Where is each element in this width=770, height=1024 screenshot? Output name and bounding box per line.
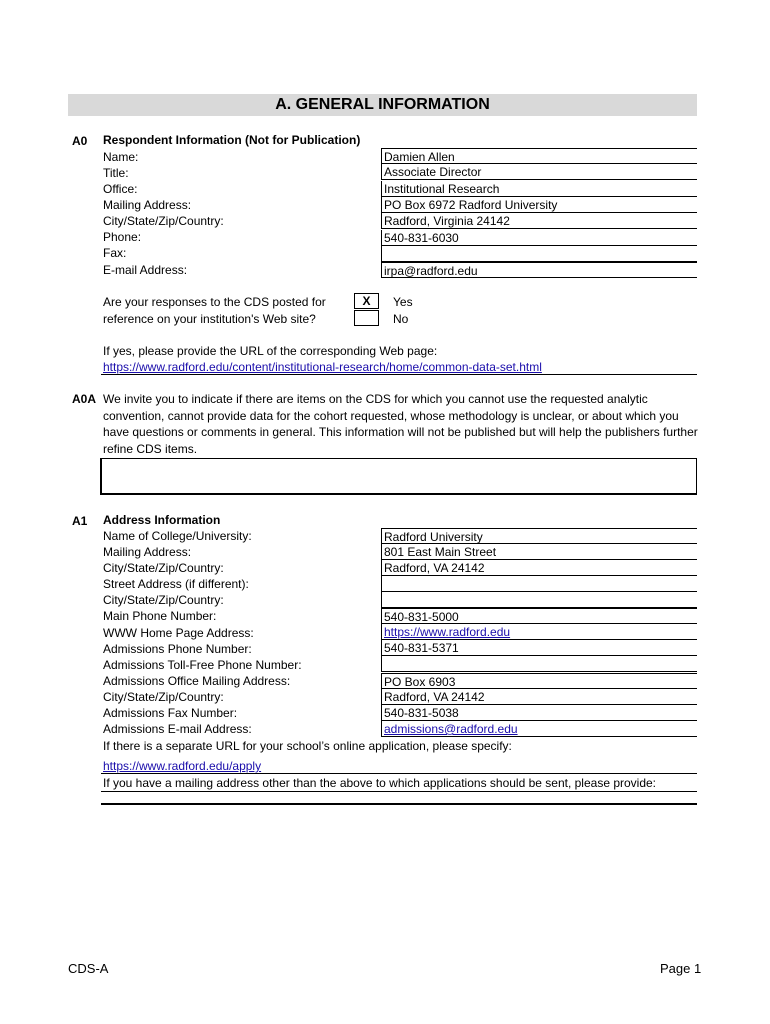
online-app-link[interactable]: https://www.radford.edu/apply: [103, 759, 262, 773]
street-address-label: Street Address (if different):: [103, 577, 249, 591]
section-title: A. GENERAL INFORMATION: [68, 94, 697, 116]
homepage-link[interactable]: https://www.radford.edu: [384, 625, 511, 639]
city-state-field[interactable]: Radford, Virginia 24142: [381, 213, 697, 229]
section-code-a1: A1: [72, 514, 88, 528]
admissions-mailing-label: Admissions Office Mailing Address:: [103, 674, 291, 688]
office-field[interactable]: Institutional Research: [381, 181, 697, 197]
yes-label: Yes: [393, 295, 413, 309]
main-phone-field[interactable]: 540-831-5000: [381, 608, 697, 624]
section-code-a0: A0: [72, 134, 88, 148]
college-name-label: Name of College/University:: [103, 529, 252, 543]
admissions-fax-field[interactable]: 540-831-5038: [381, 705, 697, 721]
admissions-phone-label: Admissions Phone Number:: [103, 642, 252, 656]
comments-field[interactable]: [100, 458, 697, 495]
title-label: Title:: [103, 166, 129, 180]
city-state-label: City/State/Zip/Country:: [103, 214, 224, 228]
toll-free-label: Admissions Toll-Free Phone Number:: [103, 658, 302, 672]
email-field[interactable]: irpa@radford.edu: [381, 262, 697, 278]
homepage-label: WWW Home Page Address:: [103, 626, 254, 640]
a1-mailing-address-label: Mailing Address:: [103, 545, 192, 559]
web-question-line1: Are your responses to the CDS posted for: [103, 295, 326, 309]
street-address-field[interactable]: [381, 576, 697, 592]
admissions-email-link[interactable]: admissions@radford.edu: [384, 722, 518, 736]
street-city-state-field[interactable]: [381, 592, 697, 608]
address-heading: Address Information: [103, 513, 221, 527]
no-checkbox[interactable]: [354, 310, 379, 326]
footer-form-id: CDS-A: [68, 961, 109, 976]
yes-checkbox[interactable]: X: [354, 293, 379, 309]
main-phone-label: Main Phone Number:: [103, 609, 217, 623]
email-label: E-mail Address:: [103, 263, 188, 277]
respondent-heading: Respondent Information (Not for Publication): [103, 133, 361, 147]
url-prompt: If yes, please provide the URL of the corresponding Web page:: [103, 344, 438, 358]
street-city-state-label: City/State/Zip/Country:: [103, 593, 224, 607]
admissions-city-state-field[interactable]: Radford, VA 24142: [381, 689, 697, 705]
footer-page-number: Page 1: [660, 961, 702, 976]
other-mailing-field[interactable]: [103, 789, 697, 803]
a1-city-state-label: City/State/Zip/Country:: [103, 561, 224, 575]
mailing-address-label: Mailing Address:: [103, 198, 192, 212]
online-app-divider: [101, 773, 697, 774]
fax-field[interactable]: [381, 246, 697, 262]
other-mailing-prompt: If you have a mailing address other than the above to which applications should be sent, please provide:: [103, 776, 657, 790]
admissions-fax-label: Admissions Fax Number:: [103, 706, 238, 720]
mailing-address-field[interactable]: PO Box 6972 Radford University: [381, 197, 697, 213]
phone-label: Phone:: [103, 230, 142, 244]
cds-url-link[interactable]: https://www.radford.edu/content/institutional-research/home/common-data-set.html: [103, 360, 542, 374]
name-label: Name:: [103, 150, 139, 164]
a0a-invitation-text: We invite you to indicate if there are items on the CDS for which you cannot use the requested analytic convention, cannot provide data for the cohort requested, whose methodology is unclear, or about which you have questions or comments in general. This information will not be published but will help the publishers further refine CDS items.: [103, 392, 698, 456]
toll-free-field[interactable]: [381, 656, 697, 672]
a1-city-state-field[interactable]: Radford, VA 24142: [381, 560, 697, 576]
online-app-prompt: If there is a separate URL for your school’s online application, please specify:: [103, 739, 512, 753]
section-code-a0a: A0A: [72, 392, 97, 406]
phone-field[interactable]: 540-831-6030: [381, 230, 697, 246]
name-field[interactable]: Damien Allen: [381, 148, 697, 164]
admissions-phone-field[interactable]: 540-831-5371: [381, 640, 697, 656]
admissions-city-state-label: City/State/Zip/Country:: [103, 690, 224, 704]
a1-mailing-address-field[interactable]: 801 East Main Street: [381, 544, 697, 560]
college-name-field[interactable]: Radford University: [381, 528, 697, 544]
admissions-mailing-field[interactable]: PO Box 6903: [381, 673, 697, 689]
admissions-email-label: Admissions E-mail Address:: [103, 722, 252, 736]
other-mailing-bottom-line: [101, 803, 697, 805]
title-field[interactable]: Associate Director: [381, 164, 697, 180]
web-question-line2: reference on your institution's Web site?: [103, 312, 316, 326]
office-label: Office:: [103, 182, 138, 196]
fax-label: Fax:: [103, 246, 127, 260]
no-label: No: [393, 312, 409, 326]
